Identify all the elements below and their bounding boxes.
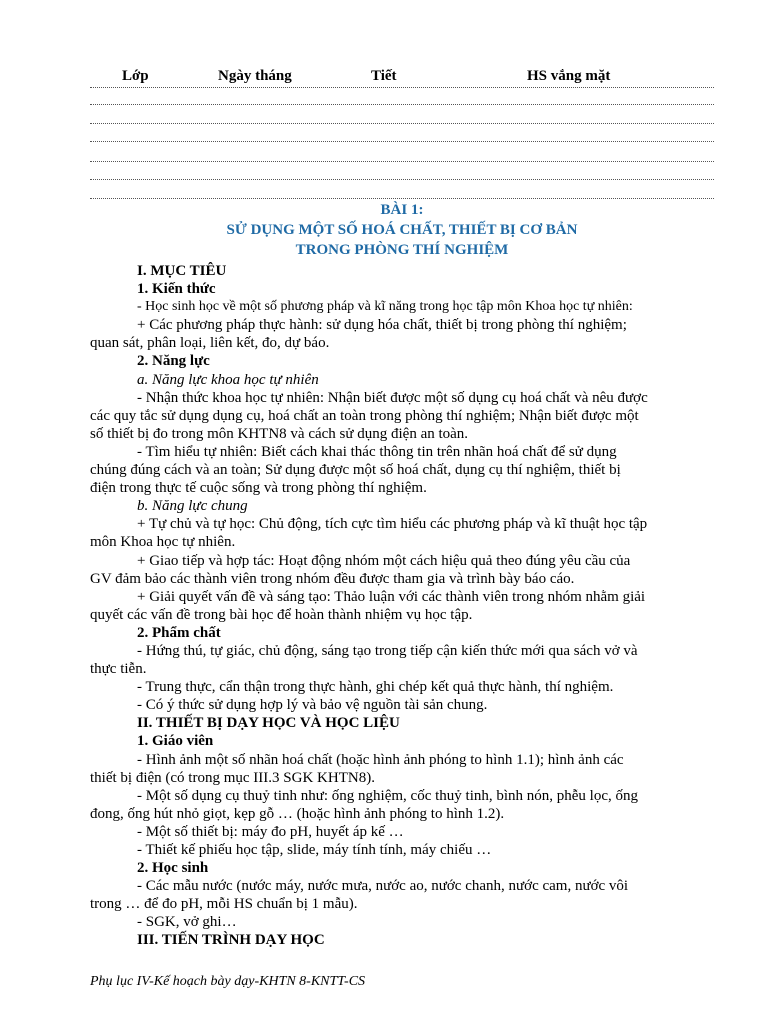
- subsection-heading: 1. Giáo viên: [137, 733, 214, 750]
- lesson-title-line2: TRONG PHÒNG THÍ NGHIỆM: [295, 242, 509, 258]
- paragraph: số thiết bị đo trong môn KHTN8 và cách sử dụng điện an toàn.: [90, 425, 469, 442]
- dotted-line: [90, 87, 714, 88]
- paragraph: - Các mẫu nước (nước máy, nước mưa, nước ao, nước chanh, nước cam, nước vôi: [137, 878, 629, 895]
- section-heading: II. THIẾT BỊ DẠY HỌC VÀ HỌC LIỆU: [137, 715, 400, 732]
- paragraph: - Một số thiết bị: máy đo pH, huyết áp kế …: [137, 823, 404, 840]
- paragraph: các quy tắc sử dụng dụng cụ, hoá chất an toàn trong phòng thí nghiệm; Nhận biết được một: [90, 407, 639, 424]
- subsection-heading: a. Năng lực khoa học tự nhiên: [137, 371, 319, 388]
- paragraph: quan sát, phân loại, liên kết, đo, dự báo.: [90, 335, 330, 352]
- section-heading: III. TIẾN TRÌNH DẠY HỌC: [137, 932, 325, 949]
- paragraph: đong, ống hút nhỏ giọt, kẹp gỗ … (hoặc hình ảnh phóng to hình 1.2).: [90, 805, 505, 822]
- paragraph: + Giao tiếp và hợp tác: Hoạt động nhóm một cách hiệu quả theo đúng yêu cầu của: [137, 552, 631, 569]
- paragraph: + Các phương pháp thực hành: sử dụng hóa chất, thiết bị trong phòng thí nghiệm;: [137, 317, 627, 334]
- dotted-line: [90, 179, 714, 180]
- subsection-heading: 1. Kiến thức: [137, 281, 216, 298]
- lesson-number: BÀI 1:: [380, 202, 424, 218]
- paragraph: thiết bị điện (có trong mục III.3 SGK KHTN8).: [90, 769, 375, 786]
- paragraph: - SGK, vở ghi…: [137, 914, 237, 931]
- paragraph: quyết các vấn đề trong bài học để hoàn thành nhiệm vụ học tập.: [90, 606, 473, 623]
- paragraph: trong … để đo pH, mỗi HS chuẩn bị 1 mẫu).: [90, 896, 358, 913]
- subsection-heading: 2. Năng lực: [137, 353, 210, 370]
- paragraph: - Thiết kế phiếu học tập, slide, máy tính tính, máy chiếu …: [137, 842, 492, 858]
- section-heading: I. MỤC TIÊU: [137, 263, 227, 279]
- lesson-title: [90, 200, 714, 260]
- paragraph: - Học sinh học về một số phương pháp và kĩ năng trong học tập môn Khoa học tự nhiên:: [137, 299, 633, 315]
- paragraph: điện trong thực tế cuộc sống và trong phòng thí nghiệm.: [90, 480, 427, 497]
- attendance-header: [90, 68, 714, 88]
- dotted-line: [90, 123, 714, 124]
- paragraph: - Hình ảnh một số nhãn hoá chất (hoặc hình ảnh phóng to hình 1.1); hình ảnh các: [137, 751, 624, 768]
- paragraph: chúng đúng cách và an toàn; Sử dụng được một số hoá chất, dụng cụ thí nghiệm, thiết bị: [90, 462, 621, 479]
- paragraph: + Tự chủ và tự học: Chủ động, tích cực tìm hiểu các phương pháp và kĩ thuật học tập: [137, 516, 648, 533]
- dotted-line: [90, 198, 714, 199]
- paragraph: - Nhận thức khoa học tự nhiên: Nhận biết được một số dụng cụ hoá chất và nêu được: [137, 389, 648, 406]
- header-tiet: Tiết: [371, 68, 397, 84]
- subsection-heading: b. Năng lực chung: [137, 498, 248, 515]
- dotted-line: [90, 104, 714, 105]
- subsection-heading: 2. Học sinh: [137, 860, 209, 877]
- paragraph: + Giải quyết vấn đề và sáng tạo: Thảo luận với các thành viên trong nhóm nhằm giải: [137, 588, 646, 605]
- paragraph: thực tiễn.: [90, 661, 147, 678]
- dotted-line: [90, 141, 714, 142]
- dotted-line: [90, 161, 714, 162]
- page-footer: Phụ lục IV-Kế hoạch bày dạy-KHTN 8-KNTT-CS: [90, 974, 366, 989]
- paragraph: - Trung thực, cẩn thận trong thực hành, ghi chép kết quả thực hành, thí nghiệm.: [137, 679, 614, 696]
- header-hs-vang-mat: HS vắng mặt: [527, 68, 611, 84]
- paragraph: - Tìm hiểu tự nhiên: Biết cách khai thác thông tin trên nhãn hoá chất để sử dụng: [137, 443, 617, 460]
- paragraph: - Hứng thú, tự giác, chủ động, sáng tạo trong tiếp cận kiến thức mới qua sách vở và: [137, 642, 638, 659]
- paragraph: - Một số dụng cụ thuỷ tinh như: ống nghiệm, cốc thuỷ tinh, bình nón, phễu lọc, ống: [137, 787, 639, 804]
- subsection-heading: 2. Phẩm chất: [137, 624, 221, 641]
- paragraph: - Có ý thức sử dụng hợp lý và bảo vệ nguồn tài sản chung.: [137, 697, 488, 714]
- paragraph: môn Khoa học tự nhiên.: [90, 534, 236, 551]
- header-ngay-thang: Ngày tháng: [218, 68, 292, 84]
- lesson-title-line1: SỬ DỤNG MỘT SỐ HOÁ CHẤT, THIẾT BỊ CƠ BẢN: [226, 222, 578, 238]
- paragraph: GV đảm bảo các thành viên trong nhóm đều được tham gia và trình bày báo cáo.: [90, 570, 575, 587]
- lesson-content: [90, 262, 712, 950]
- header-lop: Lớp: [122, 68, 149, 84]
